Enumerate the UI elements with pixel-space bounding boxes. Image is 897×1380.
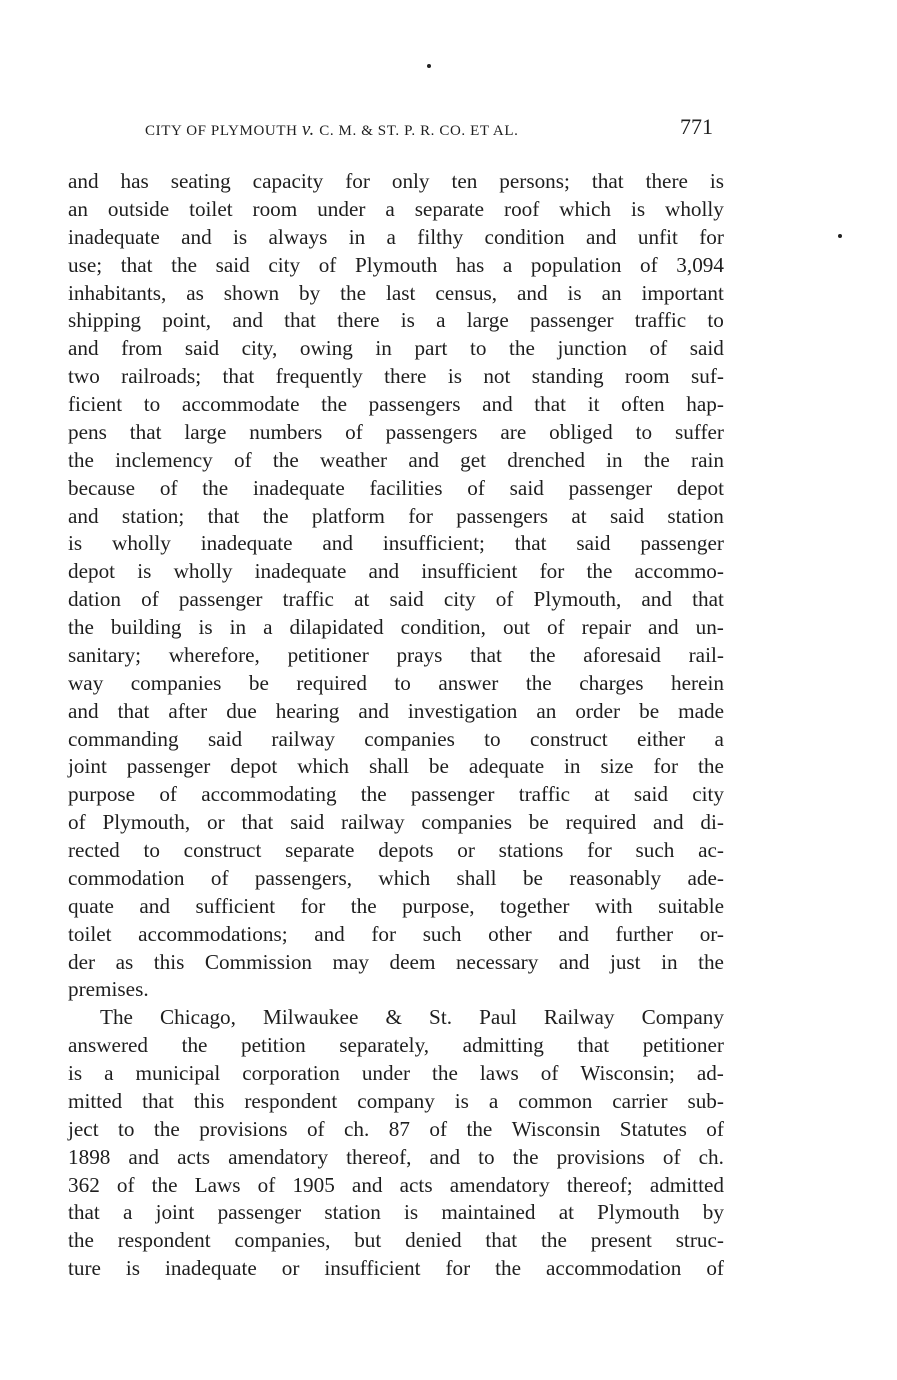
- text-line: pens that large numbers of passengers are obliged to suffer: [68, 419, 724, 444]
- text-line: toilet accommodations; and for such other and further or-: [68, 921, 724, 946]
- text-line: and has seating capacity for only ten persons; that there is: [68, 169, 724, 193]
- page-header: [145, 114, 713, 144]
- text-line: The Chicago, Milwaukee & St. Paul Railway Company: [100, 1005, 724, 1030]
- text-line: answered the petition separately, admitting that petitioner: [68, 1033, 724, 1058]
- running-head: [145, 119, 518, 141]
- text-line: the respondent companies, but denied that the present struc-: [68, 1228, 724, 1253]
- text-line: the inclemency of the weather and get drenched in the rain: [68, 447, 724, 472]
- text-line: two railroads; that frequently there is not standing room suf-: [68, 364, 724, 389]
- text-line: is a municipal corporation under the laws of Wisconsin; ad-: [68, 1061, 724, 1085]
- text-line: 1898 and acts amendatory thereof, and to the provisions of ch.: [68, 1144, 724, 1169]
- paragraph: [68, 1004, 724, 1283]
- text-line: an outside toilet room under a separate roof which is wholly: [68, 196, 724, 221]
- page-number: 771: [680, 114, 713, 139]
- text-line: depot is wholly inadequate and insufficient for the accommo-: [68, 559, 724, 584]
- body-text: [68, 168, 724, 1283]
- text-line: way companies be required to answer the charges herein: [68, 670, 724, 695]
- text-line: purpose of accommodating the passenger traffic at said city: [68, 782, 724, 807]
- text-line: premises.: [68, 977, 149, 1002]
- text-line: that a joint passenger station is maintained at Plymouth by: [68, 1200, 724, 1225]
- running-head-parties: CITY OF PLYMOUTH: [145, 123, 298, 139]
- text-line: and that after due hearing and investigation an order be made: [68, 698, 724, 723]
- print-speck: [427, 64, 431, 68]
- text-line: ject to the provisions of ch. 87 of the Wisconsin Statutes of: [68, 1116, 724, 1141]
- text-line: inadequate and is always in a filthy condition and unfit for: [68, 224, 724, 249]
- text-line: dation of passenger traffic at said city of Plymouth, and that: [68, 587, 724, 612]
- text-line: ficient to accommodate the passengers and that it often hap-: [68, 392, 724, 416]
- paragraph: [68, 168, 724, 1004]
- running-head-respondents: C. M. & ST. P. R. CO. ET AL.: [319, 123, 519, 139]
- running-head-versus: v.: [301, 119, 315, 140]
- text-line: use; that the said city of Plymouth has a population of 3,094: [68, 252, 724, 277]
- text-line: and station; that the platform for passengers at said station: [68, 503, 724, 528]
- text-line: commanding said railway companies to construct either a: [68, 726, 724, 751]
- text-line: rected to construct separate depots or stations for such ac-: [68, 838, 724, 862]
- text-line: and from said city, owing in part to the junction of said: [68, 336, 724, 361]
- text-line: of Plymouth, or that said railway companies be required and di-: [68, 810, 724, 835]
- text-line: sanitary; wherefore, petitioner prays that the aforesaid rail-: [68, 642, 724, 667]
- text-line: is wholly inadequate and insufficient; that said passenger: [68, 531, 724, 556]
- text-line: mitted that this respondent company is a common carrier sub-: [68, 1088, 724, 1113]
- text-line: quate and sufficient for the purpose, together with suitable: [68, 893, 724, 918]
- text-line: because of the inadequate facilities of said passenger depot: [68, 475, 724, 500]
- text-line: ture is inadequate or insufficient for the accommodation of: [68, 1256, 724, 1281]
- text-line: commodation of passengers, which shall be reasonably ade-: [68, 865, 724, 890]
- text-line: shipping point, and that there is a large passenger traffic to: [68, 308, 724, 333]
- text-line: der as this Commission may deem necessary and just in the: [68, 949, 724, 974]
- text-line: joint passenger depot which shall be adequate in size for the: [68, 754, 724, 779]
- text-line: 362 of the Laws of 1905 and acts amendatory thereof; admitted: [68, 1172, 724, 1197]
- text-line: inhabitants, as shown by the last census, and is an important: [68, 280, 724, 305]
- print-speck: [838, 234, 842, 238]
- text-line: the building is in a dilapidated condition, out of repair and un-: [68, 615, 724, 639]
